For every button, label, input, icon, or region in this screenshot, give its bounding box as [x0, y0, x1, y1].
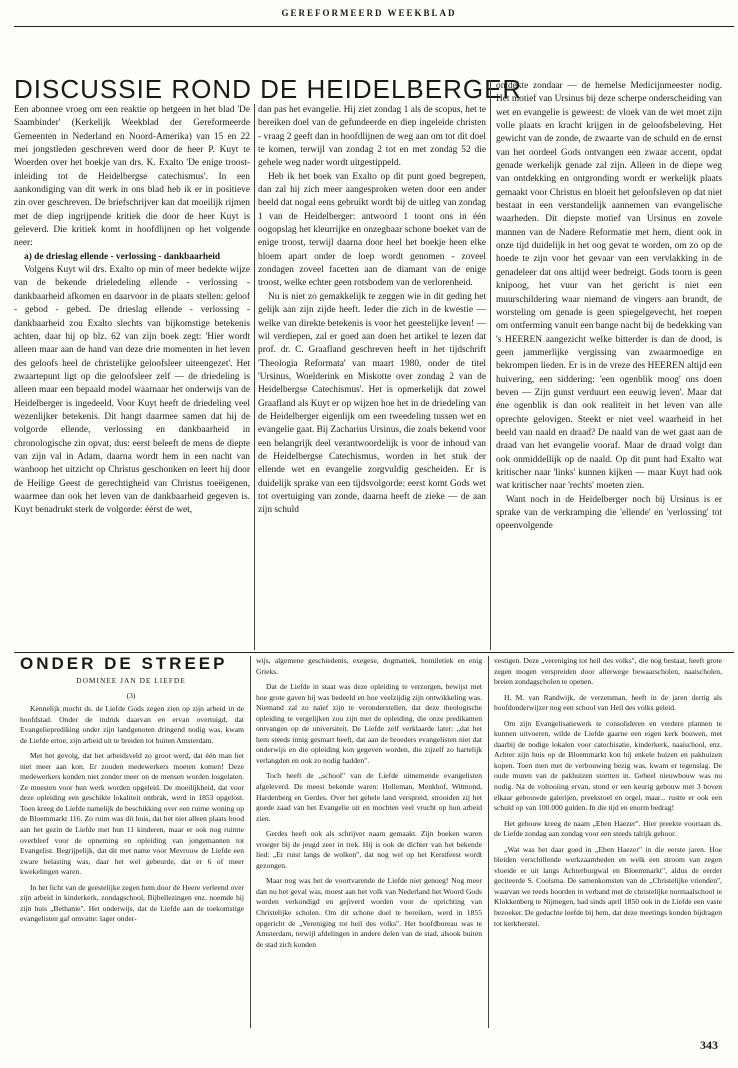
streep-column-3: [494, 656, 722, 1030]
paragraph: Een abonnee vroeg om een reaktie op hetgeen in het blad 'De Saambinder' (Kerkelijk Weekblad der Gereformeerde Gemeenten in Nederland en Noord-Amerika) van 15 en 22 mei jongstleden geschreven werd door de heer P. Kuyt te Woerden over het boekje van drs. K. Exalto 'De enige troost-inleiding tot de Heidelbergse catechismus'. In een aankondiging van dit werk in ons blad heb ik er in positieve zin over geschreven. De briefschrijver kan dat moeilijk rijmen met de diep ingrijpende kritiek die door de heer Kuyt is geleverd. Die kritiek komt in hoofdlijnen op het volgende neer:: [14, 105, 250, 249]
list-label: a) de drieslag ellende - verlossing - dankbaarheid: [24, 251, 221, 262]
header-rule: [14, 26, 734, 27]
streep-column-1: [20, 704, 244, 1030]
streep-column-2: [256, 656, 482, 1030]
article-title: DISCUSSIE ROND DE HEIDELBERGER: [14, 74, 523, 104]
part-number: (3): [126, 691, 136, 700]
byline: DOMINEE JAN DE LIEFDE: [76, 676, 186, 685]
paragraph: Om zijn Evangelisatiewerk te consolideren en verdere plannen te kunnen uitvoeren, wilde de Liefde gaarne een eigen kerk bouwen, met daarbij de nodige lokalen voor catechisatie, kinderkerk, naaischool, enz. Achter zijn huis op de Bloemmarkt kon hij enkele huizen en pakhuizen kopen. Toen men met de verbouwing bezig was, kwam er tegenslag. De oude muren van de pakhuizen stortten in. Geheel nieuwbouw was nu nodig. Na de voltooiing ervan, stond er een keurig gebouw met 3 boven elkaar gebouwde galerijen, preekstoel en orgel, maar... rustte er ook een schuld op van 100.000 gulden. In die tijd en enorm bedrag!: [494, 718, 722, 813]
paragraph: Want noch in de Heidelberger noch bij Ursinus is er sprake van de verkramping die 'ellende' en 'verlossing' tot opeenvolgende: [496, 494, 722, 532]
running-header: GEREFORMEERD WEEKBLAD: [281, 8, 457, 18]
list-item-a: [14, 251, 250, 264]
section-heading: ONDER DE STREEP: [20, 654, 228, 673]
paragraph: Het gebouw kreeg de naam „Eben Haezer". Hier preekte voortaan ds. de Liefde zondag aan zondag voor een steeds talrijk gehoor.: [494, 818, 722, 839]
paragraph: „Wat was het daar goed in „Eben Haezer" in die eerste jaren. Hoe bleiden verschillende werkzaamheden en welk een stroom van zegen vloeide er uit langs Achterburgwal en Bloemmarkt", aldus de eerder geciteerde S. Coolsma. De samenkomsten van de „Christelijke vrienden", waarvan we reeds hoorden in verband met de christelijke normaalschool te Klokkenberg te Nijmegen, had sinds april 1850 ook in de Liefde een vaste bezoeker. De gedachte leefde bij hem, dat deze meetings konden bijdragen tot kerkherstel.: [494, 844, 722, 928]
article-column-3: [496, 80, 722, 652]
paragraph: Heb ik het boek van Exalto op dit punt goed begrepen, dan zal hij zich meer aangesproken weten door een ander beeld dat nogal eens gebruikt wordt bij de uitleg van zondag 1 van de Heidelberger: antwoord 1 toont ons in één oogopslag het kleurrijke en onzegbaar schone boeket van de enige troost, terwijl daarna door heel het boekje heen elke bloem apart onder de loep wordt genomen - zoveel zondagen zoveel facetten aan de diamant van de enige troost, welke echter geen rotsbodem van de verlorenheid.: [258, 171, 486, 289]
paragraph: Kennelijk mocht ds. de Liefde Gods zegen zien op zijn arbeid in de hoofdstad. Onder de indruk daarvan en ervan overtuigd, dat Evangelieprediking onder zijn landgenoten dringend nodig was, kwam de Liefde ertoe, zijn arbeid uit te breiden tot buiten Amsterdam.: [20, 704, 244, 745]
paragraph: Nu is niet zo gemakkelijk te zeggen wie in dit geding het gelijk aan zijn zijde heeft. Ieder die zich in de kwestie — welke van direkte betekenis is voor het geestelijke leven! — wil verdiepen, zal er goed aan doen het artikel te lezen dat prof. dr. C. Graafland geschreven heeft in het tijdschrift 'Theologia Reformata' van maart 1980, onder de titel 'Ursinus, Woelderink en Miskotte over zondag 2 van de Heidelbergse Catechismus'. Het is opmerkelijk dat zowel Graafland als Kuyt er op wijzen hoe het in de driedeling van de Heidelberger eigenlijk om een tweedeling tussen wet en evangelie gaat. Bij Zacharius Ursinus, die zoals bekend voor een belangrijk deel verantwoordelijk is voor de inhoud van de Heidelbergse Catechismus, worden in het stuk der ellende wet en evangelie zorgvuldig gescheiden. Er is duidelijk sprake van een tijdsvolgorde: eerst komt Gods wet tot overtuiging van zonde, daarna heeft de zieke — de aan zijn schuld: [258, 291, 486, 516]
paragraph: dan pas het evangelie. Hij ziet zondag 1 als de scopus, het te bereiken doel van de gefundeerde en diep ingeleide christen - vraag 2 geeft dan in hoofdlijnen de weg aan om tot dit doel te komen, terwijl van zondag 2 tot en met zondag 52 die gehele weg nader wordt uitgestippeld.: [258, 105, 486, 169]
paragraph: vestigen. Deze „vereniging tot heil des volks", die nog bestaat, heeft grote zegen mogen verspreiden door allerwege bewaarscholen, naaischolen, breien zondagscholen te openen.: [494, 656, 722, 687]
column-divider: [254, 104, 255, 650]
paragraph: H. M. van Randwijk, de verzetsman, heeft in de jaren dertig als hoofdonderwijzer nog een school van Heil des volks geleid.: [494, 692, 722, 713]
paragraph: Gerdes heeft ook als schrijver naam gemaakt. Zijn boeken waren vroeger bij de jeugd zeer in trek. Hij is ook de dichter van het bekende lied: „Er ruist langs de wolken", dat nog wel op het Kerstfeest wordt gezongen.: [256, 829, 482, 870]
page-number: 343: [700, 1038, 718, 1052]
section-rule: [14, 652, 734, 653]
column-divider: [250, 656, 251, 1028]
paragraph: In het licht van de geestelijke zegen hem door de Heere verleend over zijn arbeid in kinderkerk, zondagschool, Bijbellezingen enz. noemde hij zijn huis „Bethanie". Het onderwijs, dat de Liefde aan de toekomstige evangelisten gaf omvatte: lager onder-: [20, 882, 244, 924]
column-divider: [490, 80, 491, 650]
paragraph: Met het gevolg, dat het arbeidsveld zo groot werd, dat één man het niet meer aan kon. Er zouden medewerkers moeten komen! Deze medewerkers konden niet zonder meer on de mensen worden losgelaten. Ze moesten voor hun werk worden opgeleid. De moeilijkheid, dat voor deze opleiding een geschikte lokaliteit ontbrak, werd in 1853 opgelost. Toen kreeg de Liefde namelijk de beschikking over een ruime woning op de Bloemmarkt 116. Zo ruim was dit huis, dat het niet alleen plaats bood aan het gezin de Liefde met hun 11 kinderen, maar er ook nog ruimte overbleef voor de opneming en opleiding van jongemannen tot Evangelist. Begrijpelijk, dat dit met name voor Mevrouw de Liefde een zware belasting was, daar het wel gebeurde, dat er 6 of meer kwekelingen waren.: [20, 751, 244, 877]
column-divider: [488, 656, 489, 1028]
paragraph: wijs, algemene geschiedenis, exegese, dogmatiek, homiletiek en enig Grieks.: [256, 656, 482, 676]
paragraph: Dat de Liefde in staat was deze opleiding te verzorgen, bewijst met hoe grote gaven hij was bedeeld en hoe veelzijdig zijn ontwikkeling was. Niemand zal zo naïef zijn te veronderstellen, dat deze theologische opleiding te vergelijken zou zijn met de opleiding, die onze predikanten ontvangen op de universiteit. De Liefde zelf verklaarde later: „dat het hem steeds innig gesmart heeft, dat aan de broeders evangelisten niet dat onderwijs en die opleiding kon gegeven worden, die zijzelf zo hartelijk verlangden en ook zo nodig hadden".: [256, 682, 482, 765]
article-column-1: [14, 104, 250, 652]
paragraph: Volgens Kuyt wil drs. Exalto op min of meer bedekte wijze van de bekende drieledeling ellende - verlossing - dankbaarheid afkomen en daarvoor in de plaats stellen: geloof - gebod - gebed. De drieslag ellende - verlossing - dankbaarheid zou Exalto slechts van bijkomstige betekenis achten, daar hij op blz. 62 van zijn boek zegt: 'Hier wordt alleen maar aan de hand van deze drie momenten in het leven des geloofs heel de christelijke geloofsleer uiteengezet'. Het zwaartepunt ligt op die geloofsleer zelf — de driedeling is alleen maar een bepaald model waarnaar het onderwijs van de Heidelberger is ingedeeld. Voor Kuyt heeft de driedeling veel wezenlijker betekenis. Dit hangt daarmee samen dat hij de volgorde ellende, verlossing en dankbaarheid in chronologische zin opvat, dus: eerst beleeft de mens de diepte van zijn val in Adam, daarna wordt hem in een nacht van wanhoop het uitzicht op Christus geschonken en leert hij door de Heilige Geest de gerechtigheid van Christus toeëigenen, waarmee dan ook het leven van de dankbaarheid gegeven is. Kuyt benadrukt sterk de volgorde: éérst de wet,: [14, 265, 250, 516]
paragraph: ontdekte zondaar — de hemelse Medicijnmeester nodig. Het motief van Ursinus bij deze scherpe onderscheiding van wet en evangelie is geweest: de vloek van de wet moet zijn volle plaats en kracht krijgen in de geloofsbeleving. Het gewicht van de zonde, de zwaarte van de schuld en de ernst van het oordeel Gods ontvangen een zwaar accent, opdat genade werkelijk genade zal zijn. Alleen in de diepe weg van ontdekking en ontgronding wordt er werkelijk plaats gemaakt voor Christus en bloeit het geloofsleven op dat niet bestaat in een verstandelijk aannemen van evangelische waarheden. Dit diepste motief van Ursinus en zovele mannen van de Nadere Reformatie met hem, dient ook in onze tijd duidelijk in het oog gevat te worden, om zo op de hoede te zijn voor het gevaar van een vervlakking in de genadeleer dat ons altijd weer bedreigt. Gods toorn is geen knipoog, het vuur van het gericht is niet een muurschildering waar niemand de vingers aan brandt, de worsteling om genade is geen spiegelgevecht, het roepen om ontferming vanuit een bange nacht bij de bedekking van 's HEEREN aangezicht welke bitterder is dan de dood, is geen jammerlijke vergissing van zwaarmoedige en bekrompen lieden. Er is in de vreze des HEEREN altijd een huivering, een siddering: 'een ogenblik moog' ons doen beven — Zijn gunst verduurt een eeuwig leven'. Maar dat éne ogenblik is dan ook realiteit in het leven van alle oprechte gelovigen. Steekt er niet veel waarheid in het beeld van naald en draad? De naald van de wet gaat aan de draad van het evangelie vooraf. Maar de draad volgt dan ook onmiddellijk op de naald. Op dit punt had Exalto wat kritischer naar 'links' kunnen kijken — maar Kuyt had ook wat kritischer naar 'rechts' moeten zien.: [496, 81, 722, 492]
paragraph: Maar nog was het de voortvarende de Liefde niet genoeg! Nog meer dan nu het geval was, moest aan het volk van Nederland het Woord Gods worden verkondigd en gejiverd worden voor de oprichting van Christelijke scholen. Om dit schone doel te bereiken, werd in 1855 opgericht de „Vereniging tot heil des volks". Het hoofdbureau was te Amsterdam, terwijl afdelingen in andere delen van de stad, alsook buiten de stad zich konden: [256, 876, 482, 949]
article-column-2: [258, 104, 486, 652]
paragraph: Toch heeft de „school" van de Liefde uitnemende evangelisten afgeleverd. De meest bekende waren: Holleman, Menkhof, Witmond, Hardenberg en Gerdes. Over het gehele land verspreid, strooiden zij het goede zaad van het Evangelie uit en mochten veel vrucht op hun arbeid zien.: [256, 771, 482, 823]
